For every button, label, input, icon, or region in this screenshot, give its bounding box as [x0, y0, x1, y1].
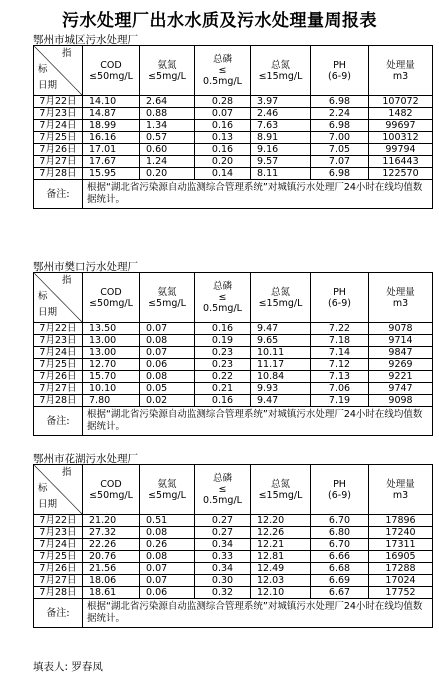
header-tp: 总磷 ≤ 0.5mg/L	[195, 273, 251, 323]
header-nh3: 氨氮 ≤5mg/L	[140, 46, 195, 96]
nh3-cell: 0.88	[140, 108, 195, 120]
volume-cell: 9747	[369, 383, 433, 395]
header-corner	[34, 273, 83, 323]
nh3-cell: 0.51	[140, 515, 195, 527]
cod-cell: 15.95	[83, 168, 140, 180]
nh3-cell: 0.07	[140, 563, 195, 575]
volume-cell: 99794	[369, 144, 433, 156]
volume-cell: 9078	[369, 323, 433, 335]
corner-mid: 标	[38, 483, 48, 494]
cod-cell: 7.80	[83, 395, 140, 407]
plant-report-table	[33, 464, 433, 628]
corner-bottom: 日期	[38, 307, 58, 318]
volume-cell: 99697	[369, 120, 433, 132]
tp-cell: 0.13	[195, 132, 251, 144]
tn-cell: 12.21	[251, 539, 311, 551]
plant-report-table	[33, 45, 433, 209]
header-tn: 总氮 ≤15mg/L	[251, 465, 311, 515]
date-cell: 7月24日	[34, 347, 83, 359]
tn-cell: 12.49	[251, 563, 311, 575]
table-row	[34, 527, 433, 539]
ph-cell: 6.98	[311, 168, 369, 180]
tp-cell: 0.20	[195, 156, 251, 168]
ph-cell: 7.22	[311, 323, 369, 335]
tp-cell: 0.16	[195, 323, 251, 335]
volume-cell: 107072	[369, 96, 433, 108]
tn-cell: 9.65	[251, 335, 311, 347]
cod-cell: 18.99	[83, 120, 140, 132]
volume-cell: 9714	[369, 335, 433, 347]
ph-cell: 6.70	[311, 515, 369, 527]
nh3-cell: 0.57	[140, 132, 195, 144]
table-row	[34, 132, 433, 144]
date-cell: 7月27日	[34, 383, 83, 395]
date-cell: 7月22日	[34, 323, 83, 335]
tn-cell: 9.57	[251, 156, 311, 168]
tp-cell: 0.28	[195, 96, 251, 108]
ph-cell: 7.00	[311, 132, 369, 144]
corner-top: 指	[62, 467, 72, 478]
date-cell: 7月23日	[34, 108, 83, 120]
volume-cell: 17240	[369, 527, 433, 539]
header-tp: 总磷 ≤ 0.5mg/L	[195, 46, 251, 96]
tn-cell: 7.63	[251, 120, 311, 132]
note-label: 备注:	[34, 180, 83, 209]
tp-cell: 0.16	[195, 395, 251, 407]
nh3-cell: 1.24	[140, 156, 195, 168]
tn-cell: 9.47	[251, 395, 311, 407]
tp-cell: 0.27	[195, 527, 251, 539]
cod-cell: 10.10	[83, 383, 140, 395]
volume-cell: 100312	[369, 132, 433, 144]
table-row	[34, 156, 433, 168]
volume-cell: 9098	[369, 395, 433, 407]
header-row	[34, 465, 433, 515]
cod-cell: 18.06	[83, 575, 140, 587]
nh3-cell: 0.60	[140, 144, 195, 156]
nh3-cell: 0.08	[140, 335, 195, 347]
tn-cell: 10.11	[251, 347, 311, 359]
volume-cell: 16905	[369, 551, 433, 563]
cod-cell: 22.26	[83, 539, 140, 551]
tn-cell: 9.16	[251, 144, 311, 156]
tn-cell: 9.47	[251, 323, 311, 335]
header-ph: PH (6-9)	[311, 46, 369, 96]
table-row	[34, 395, 433, 407]
header-ph: PH (6-9)	[311, 465, 369, 515]
ph-cell: 6.68	[311, 563, 369, 575]
header-nh3: 氨氮 ≤5mg/L	[140, 273, 195, 323]
volume-cell: 17288	[369, 563, 433, 575]
tn-cell: 12.03	[251, 575, 311, 587]
tn-cell: 12.20	[251, 515, 311, 527]
tn-cell: 10.84	[251, 371, 311, 383]
volume-cell: 122570	[369, 168, 433, 180]
ph-cell: 6.66	[311, 551, 369, 563]
nh3-cell: 0.08	[140, 527, 195, 539]
header-corner	[34, 465, 83, 515]
ph-cell: 2.24	[311, 108, 369, 120]
corner-mid: 标	[38, 64, 48, 75]
nh3-cell: 1.34	[140, 120, 195, 132]
tp-cell: 0.21	[195, 383, 251, 395]
table-row	[34, 347, 433, 359]
tp-cell: 0.27	[195, 515, 251, 527]
header-cod: COD ≤50mg/L	[83, 465, 140, 515]
cod-cell: 21.56	[83, 563, 140, 575]
nh3-cell: 0.08	[140, 551, 195, 563]
header-cod: COD ≤50mg/L	[83, 273, 140, 323]
ph-cell: 6.98	[311, 120, 369, 132]
date-cell: 7月24日	[34, 120, 83, 132]
volume-cell: 17752	[369, 587, 433, 599]
ph-cell: 7.07	[311, 156, 369, 168]
date-cell: 7月22日	[34, 515, 83, 527]
ph-cell: 7.14	[311, 347, 369, 359]
corner-mid: 标	[38, 291, 48, 302]
note-label: 备注:	[34, 599, 83, 628]
note-row	[34, 180, 433, 209]
section-title: 鄂州市樊口污水处理厂	[33, 261, 138, 273]
date-cell: 7月24日	[34, 539, 83, 551]
date-cell: 7月26日	[34, 371, 83, 383]
volume-cell: 9221	[369, 371, 433, 383]
volume-cell: 17024	[369, 575, 433, 587]
date-cell: 7月23日	[34, 335, 83, 347]
cod-cell: 13.00	[83, 335, 140, 347]
header-cod: COD ≤50mg/L	[83, 46, 140, 96]
tn-cell: 12.81	[251, 551, 311, 563]
tn-cell: 3.97	[251, 96, 311, 108]
cod-cell: 14.10	[83, 96, 140, 108]
note-row	[34, 599, 433, 628]
cod-cell: 20.76	[83, 551, 140, 563]
report-title: 污水处理厂出水水质及污水处理量周报表	[62, 11, 377, 31]
date-cell: 7月26日	[34, 144, 83, 156]
table-row	[34, 539, 433, 551]
header-row	[34, 46, 433, 96]
nh3-cell: 0.06	[140, 359, 195, 371]
cod-cell: 17.67	[83, 156, 140, 168]
volume-cell: 9847	[369, 347, 433, 359]
corner-top: 指	[62, 48, 72, 59]
cod-cell: 13.00	[83, 347, 140, 359]
tp-cell: 0.22	[195, 371, 251, 383]
tp-cell: 0.34	[195, 563, 251, 575]
ph-cell: 7.05	[311, 144, 369, 156]
header-tn: 总氮 ≤15mg/L	[251, 273, 311, 323]
tp-cell: 0.16	[195, 120, 251, 132]
volume-cell: 116443	[369, 156, 433, 168]
tp-cell: 0.32	[195, 587, 251, 599]
corner-top: 指	[62, 275, 72, 286]
table-row	[34, 144, 433, 156]
table-row	[34, 563, 433, 575]
header-tp: 总磷 ≤ 0.5mg/L	[195, 465, 251, 515]
volume-cell: 9269	[369, 359, 433, 371]
header-volume: 处理量 m3	[369, 273, 433, 323]
ph-cell: 6.67	[311, 587, 369, 599]
nh3-cell: 0.05	[140, 383, 195, 395]
note-text: 根据“湖北省污染源自动监测综合管理系统”对城镇污水处理厂24小时在线均值数据统计。	[83, 180, 433, 209]
cod-cell: 12.70	[83, 359, 140, 371]
volume-cell: 1482	[369, 108, 433, 120]
table-row	[34, 168, 433, 180]
nh3-cell: 0.07	[140, 347, 195, 359]
header-nh3: 氨氮 ≤5mg/L	[140, 465, 195, 515]
volume-cell: 17311	[369, 539, 433, 551]
tp-cell: 0.30	[195, 575, 251, 587]
table-row	[34, 108, 433, 120]
table-row	[34, 575, 433, 587]
tn-cell: 2.46	[251, 108, 311, 120]
header-tn: 总氮 ≤15mg/L	[251, 46, 311, 96]
ph-cell: 7.19	[311, 395, 369, 407]
cod-cell: 16.16	[83, 132, 140, 144]
nh3-cell: 0.20	[140, 168, 195, 180]
nh3-cell: 0.06	[140, 587, 195, 599]
form-filler: 填表人: 罗春凤	[33, 661, 103, 673]
cod-cell: 17.01	[83, 144, 140, 156]
tp-cell: 0.16	[195, 144, 251, 156]
table-row	[34, 323, 433, 335]
tp-cell: 0.19	[195, 335, 251, 347]
ph-cell: 6.70	[311, 539, 369, 551]
date-cell: 7月27日	[34, 575, 83, 587]
date-cell: 7月25日	[34, 551, 83, 563]
cod-cell: 13.50	[83, 323, 140, 335]
date-cell: 7月28日	[34, 168, 83, 180]
cod-cell: 15.70	[83, 371, 140, 383]
tp-cell: 0.33	[195, 551, 251, 563]
header-volume: 处理量 m3	[369, 46, 433, 96]
cod-cell: 18.61	[83, 587, 140, 599]
date-cell: 7月26日	[34, 563, 83, 575]
cod-cell: 14.87	[83, 108, 140, 120]
corner-bottom: 日期	[38, 80, 58, 91]
plant-report-table	[33, 272, 433, 436]
section-title: 鄂州市花湖污水处理厂	[33, 453, 138, 465]
nh3-cell: 0.26	[140, 539, 195, 551]
tp-cell: 0.07	[195, 108, 251, 120]
tp-cell: 0.34	[195, 539, 251, 551]
table-row	[34, 551, 433, 563]
tn-cell: 12.26	[251, 527, 311, 539]
ph-cell: 7.12	[311, 359, 369, 371]
tn-cell: 9.93	[251, 383, 311, 395]
header-volume: 处理量 m3	[369, 465, 433, 515]
cod-cell: 21.20	[83, 515, 140, 527]
header-ph: PH (6-9)	[311, 273, 369, 323]
tn-cell: 12.10	[251, 587, 311, 599]
header-row	[34, 273, 433, 323]
table-row	[34, 335, 433, 347]
nh3-cell: 0.07	[140, 575, 195, 587]
ph-cell: 6.80	[311, 527, 369, 539]
table-row	[34, 515, 433, 527]
date-cell: 7月25日	[34, 132, 83, 144]
table-row	[34, 587, 433, 599]
note-label: 备注:	[34, 407, 83, 436]
section-title: 鄂州市城区污水处理厂	[33, 34, 138, 46]
note-row	[34, 407, 433, 436]
header-corner	[34, 46, 83, 96]
date-cell: 7月27日	[34, 156, 83, 168]
tn-cell: 8.11	[251, 168, 311, 180]
ph-cell: 6.69	[311, 575, 369, 587]
cod-cell: 27.32	[83, 527, 140, 539]
ph-cell: 7.13	[311, 371, 369, 383]
table-row	[34, 96, 433, 108]
ph-cell: 7.18	[311, 335, 369, 347]
ph-cell: 7.06	[311, 383, 369, 395]
date-cell: 7月25日	[34, 359, 83, 371]
table-row	[34, 383, 433, 395]
date-cell: 7月28日	[34, 395, 83, 407]
date-cell: 7月23日	[34, 527, 83, 539]
nh3-cell: 2.64	[140, 96, 195, 108]
table-row	[34, 371, 433, 383]
table-row	[34, 359, 433, 371]
nh3-cell: 0.07	[140, 323, 195, 335]
tp-cell: 0.23	[195, 347, 251, 359]
volume-cell: 17896	[369, 515, 433, 527]
tp-cell: 0.23	[195, 359, 251, 371]
nh3-cell: 0.02	[140, 395, 195, 407]
nh3-cell: 0.08	[140, 371, 195, 383]
ph-cell: 6.98	[311, 96, 369, 108]
corner-bottom: 日期	[38, 499, 58, 510]
tp-cell: 0.14	[195, 168, 251, 180]
note-text: 根据“湖北省污染源自动监测综合管理系统”对城镇污水处理厂24小时在线均值数据统计。	[83, 407, 433, 436]
tn-cell: 11.17	[251, 359, 311, 371]
note-text: 根据“湖北省污染源自动监测综合管理系统”对城镇污水处理厂24小时在线均值数据统计。	[83, 599, 433, 628]
table-row	[34, 120, 433, 132]
date-cell: 7月28日	[34, 587, 83, 599]
date-cell: 7月22日	[34, 96, 83, 108]
tn-cell: 8.91	[251, 132, 311, 144]
